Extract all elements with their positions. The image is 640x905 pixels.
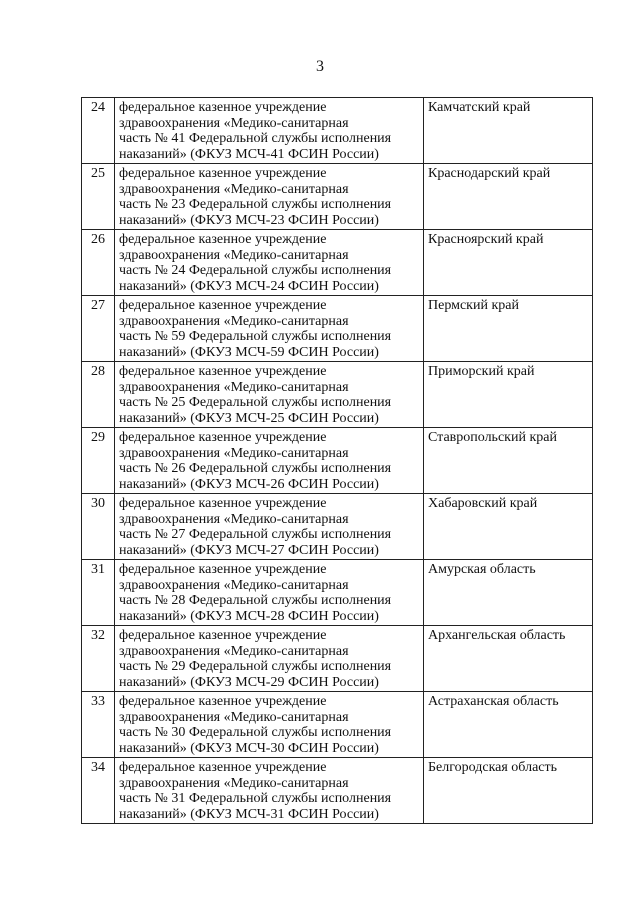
- institution-name-line: федеральное казенное учреждение: [119, 232, 327, 247]
- region-cell: Пермский край: [424, 296, 593, 362]
- table-row: [82, 560, 593, 626]
- table-row: [82, 428, 593, 494]
- row-number: 26: [82, 230, 115, 296]
- institution-cell: [115, 98, 424, 164]
- table-row: [82, 692, 593, 758]
- institution-name-line: здравоохранения «Медико-санитарная: [119, 181, 349, 197]
- institution-name-line: часть № 24 Федеральной службы исполнения: [119, 263, 392, 278]
- region-cell: Красноярский край: [424, 230, 593, 296]
- institution-cell: [115, 494, 424, 560]
- institution-name-line: наказаний» (ФКУЗ МСЧ-59 ФСИН России): [119, 344, 379, 360]
- institution-name-line: наказаний» (ФКУЗ МСЧ-24 ФСИН России): [119, 278, 379, 294]
- institution-name-line: здравоохранения «Медико-санитарная: [119, 643, 349, 659]
- institution-name-line: часть № 23 Федеральной службы исполнения: [119, 197, 392, 212]
- institution-name-line: федеральное казенное учреждение: [119, 430, 327, 445]
- institution-cell: [115, 560, 424, 626]
- table-row: [82, 98, 593, 164]
- institution-cell: [115, 758, 424, 824]
- region-cell: Ставропольский край: [424, 428, 593, 494]
- row-number: 28: [82, 362, 115, 428]
- institution-name-line: наказаний» (ФКУЗ МСЧ-23 ФСИН России): [119, 212, 379, 228]
- institution-name-line: наказаний» (ФКУЗ МСЧ-30 ФСИН России): [119, 740, 379, 756]
- row-number: 30: [82, 494, 115, 560]
- institution-name-line: федеральное казенное учреждение: [119, 760, 327, 775]
- row-number: 25: [82, 164, 115, 230]
- institution-name-line: здравоохранения «Медико-санитарная: [119, 577, 349, 593]
- institution-name-line: наказаний» (ФКУЗ МСЧ-26 ФСИН России): [119, 476, 379, 492]
- institution-name-line: наказаний» (ФКУЗ МСЧ-27 ФСИН России): [119, 542, 379, 558]
- institution-cell: [115, 692, 424, 758]
- institution-cell: [115, 164, 424, 230]
- row-number: 24: [82, 98, 115, 164]
- institution-name-line: федеральное казенное учреждение: [119, 364, 327, 379]
- institution-name-line: здравоохранения «Медико-санитарная: [119, 115, 349, 131]
- institution-name-line: часть № 41 Федеральной службы исполнения: [119, 131, 392, 146]
- institution-name-line: часть № 59 Федеральной службы исполнения: [119, 329, 392, 344]
- institution-name-line: наказаний» (ФКУЗ МСЧ-28 ФСИН России): [119, 608, 379, 624]
- institution-name-line: часть № 25 Федеральной службы исполнения: [119, 395, 392, 410]
- table-row: [82, 758, 593, 824]
- institution-name-line: часть № 29 Федеральной службы исполнения: [119, 659, 392, 674]
- row-number: 32: [82, 626, 115, 692]
- institution-name-line: часть № 28 Федеральной службы исполнения: [119, 593, 392, 608]
- institution-cell: [115, 230, 424, 296]
- region-cell: Архангельская область: [424, 626, 593, 692]
- institution-cell: [115, 626, 424, 692]
- institution-name-line: здравоохранения «Медико-санитарная: [119, 511, 349, 527]
- institution-name-line: здравоохранения «Медико-санитарная: [119, 445, 349, 461]
- institution-name-line: федеральное казенное учреждение: [119, 694, 327, 709]
- institution-cell: [115, 296, 424, 362]
- institution-name-line: здравоохранения «Медико-санитарная: [119, 313, 349, 329]
- row-number: 31: [82, 560, 115, 626]
- region-cell: Приморский край: [424, 362, 593, 428]
- institution-name-line: наказаний» (ФКУЗ МСЧ-31 ФСИН России): [119, 806, 379, 822]
- region-cell: Астраханская область: [424, 692, 593, 758]
- institution-name-line: федеральное казенное учреждение: [119, 298, 327, 313]
- row-number: 29: [82, 428, 115, 494]
- institution-name-line: часть № 30 Федеральной службы исполнения: [119, 725, 392, 740]
- table-row: [82, 626, 593, 692]
- institution-name-line: наказаний» (ФКУЗ МСЧ-29 ФСИН России): [119, 674, 379, 690]
- institution-name-line: здравоохранения «Медико-санитарная: [119, 247, 349, 263]
- institution-name-line: федеральное казенное учреждение: [119, 166, 327, 181]
- table-row: [82, 296, 593, 362]
- region-cell: Краснодарский край: [424, 164, 593, 230]
- institution-cell: [115, 362, 424, 428]
- institutions-table: [81, 97, 593, 824]
- institution-name-line: часть № 31 Федеральной службы исполнения: [119, 791, 392, 806]
- page-number: 3: [316, 58, 324, 75]
- region-cell: Белгородская область: [424, 758, 593, 824]
- row-number: 34: [82, 758, 115, 824]
- row-number: 27: [82, 296, 115, 362]
- table-row: [82, 362, 593, 428]
- region-cell: Амурская область: [424, 560, 593, 626]
- institution-cell: [115, 428, 424, 494]
- institution-name-line: федеральное казенное учреждение: [119, 628, 327, 643]
- institution-name-line: федеральное казенное учреждение: [119, 562, 327, 577]
- table-row: [82, 494, 593, 560]
- institution-name-line: часть № 26 Федеральной службы исполнения: [119, 461, 392, 476]
- table-body: [82, 98, 593, 824]
- table-row: [82, 164, 593, 230]
- institution-name-line: наказаний» (ФКУЗ МСЧ-25 ФСИН России): [119, 410, 379, 426]
- institution-name-line: федеральное казенное учреждение: [119, 496, 327, 511]
- row-number: 33: [82, 692, 115, 758]
- region-cell: Хабаровский край: [424, 494, 593, 560]
- institution-name-line: здравоохранения «Медико-санитарная: [119, 379, 349, 395]
- institution-name-line: часть № 27 Федеральной службы исполнения: [119, 527, 392, 542]
- institution-name-line: наказаний» (ФКУЗ МСЧ-41 ФСИН России): [119, 146, 379, 162]
- institution-name-line: федеральное казенное учреждение: [119, 100, 327, 115]
- institution-name-line: здравоохранения «Медико-санитарная: [119, 775, 349, 791]
- table-row: [82, 230, 593, 296]
- region-cell: Камчатский край: [424, 98, 593, 164]
- institution-name-line: здравоохранения «Медико-санитарная: [119, 709, 349, 725]
